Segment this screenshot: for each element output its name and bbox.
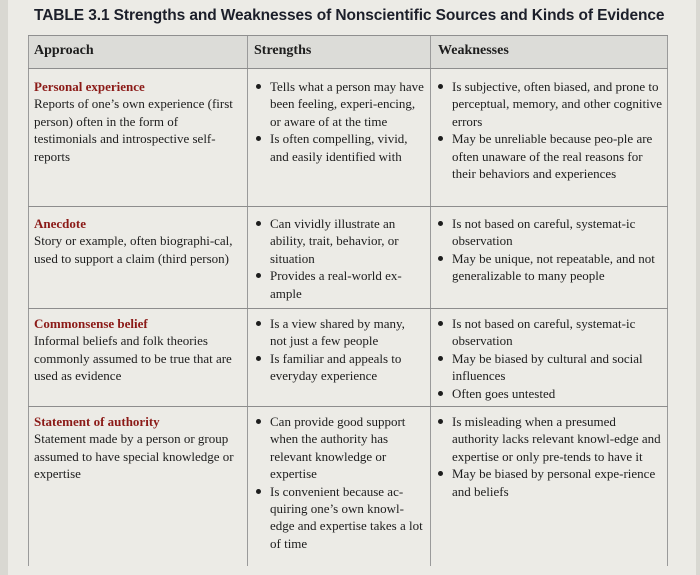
weakness-item: May be unique, not repeatable, and not generalizable to many people <box>438 250 662 285</box>
row-divider <box>28 68 668 69</box>
table-title: TABLE 3.1 Strengths and Weaknesses of Nonscientific Sources and Kinds of Evidence <box>34 7 665 24</box>
strengths-cell <box>256 215 424 302</box>
weakness-item: May be unreliable because peo-ple are often unaware of the real reasons for their behaviors and experiences <box>438 130 662 182</box>
table-left-border <box>28 36 29 566</box>
strength-item: Tells what a person may have been feeling, experi-encing, or aware of at the time <box>256 78 424 130</box>
strengths-cell <box>256 413 424 552</box>
strengths-cell <box>256 78 424 165</box>
approach-description: Story or example, often biographi-cal, used to support a claim (third person) <box>34 233 233 266</box>
header-approach: Approach <box>34 43 94 58</box>
weakness-item: Is misleading when a presumed authority lacks relevant knowl-edge and expertise or only pre-tends to have it <box>438 413 662 465</box>
weakness-item: May be biased by personal expe-rience and beliefs <box>438 465 662 500</box>
header-weaknesses: Weaknesses <box>438 43 509 58</box>
weakness-item: May be biased by cultural and social influences <box>438 350 662 385</box>
strengths-cell <box>256 315 424 385</box>
table-header-row <box>28 36 668 68</box>
weaknesses-cell <box>438 78 662 182</box>
column-divider <box>430 36 431 566</box>
weakness-item: Is subjective, often biased, and prone to perceptual, memory, and other cognitive errors <box>438 78 662 130</box>
strength-item: Provides a real-world ex-ample <box>256 267 424 302</box>
page <box>8 0 696 575</box>
approach-cell <box>34 215 240 267</box>
approach-description: Statement made by a person or group assumed to have special knowledge or expertise <box>34 431 234 482</box>
strength-item: Can provide good support when the authority has relevant knowledge or expertise <box>256 413 424 483</box>
approach-name: Anecdote <box>34 216 86 231</box>
header-strengths: Strengths <box>254 43 312 58</box>
weakness-item: Is not based on careful, systemat-ic observation <box>438 215 662 250</box>
strength-item: Is convenient because ac-quiring one’s own knowl-edge and expertise takes a lot of time <box>256 483 424 553</box>
row-divider <box>28 206 668 207</box>
strength-item: Is familiar and appeals to everyday experience <box>256 350 424 385</box>
approach-name: Personal experience <box>34 79 145 94</box>
strength-item: Is a view shared by many, not just a few people <box>256 315 424 350</box>
strengths-weaknesses-table <box>28 35 668 566</box>
strength-item: Is often compelling, vivid, and easily identified with <box>256 130 424 165</box>
table-right-border <box>667 36 668 566</box>
row-divider <box>28 308 668 309</box>
column-divider <box>247 36 248 566</box>
row-divider <box>28 406 668 407</box>
weaknesses-cell <box>438 315 662 402</box>
approach-name: Statement of authority <box>34 414 160 429</box>
weaknesses-cell <box>438 413 662 500</box>
weakness-item: Is not based on careful, systemat-ic observation <box>438 315 662 350</box>
approach-cell <box>34 78 240 165</box>
weaknesses-cell <box>438 215 662 285</box>
strength-item: Can vividly illustrate an ability, trait, behavior, or situation <box>256 215 424 267</box>
weakness-item: Often goes untested <box>438 385 662 402</box>
approach-name: Commonsense belief <box>34 316 148 331</box>
approach-cell <box>34 315 240 385</box>
approach-description: Informal beliefs and folk theories commonly assumed to be true that are used as evidence <box>34 333 232 384</box>
approach-description: Reports of one’s own experience (first person) often in the form of testimonials and introspective self-reports <box>34 96 233 164</box>
approach-cell <box>34 413 240 483</box>
